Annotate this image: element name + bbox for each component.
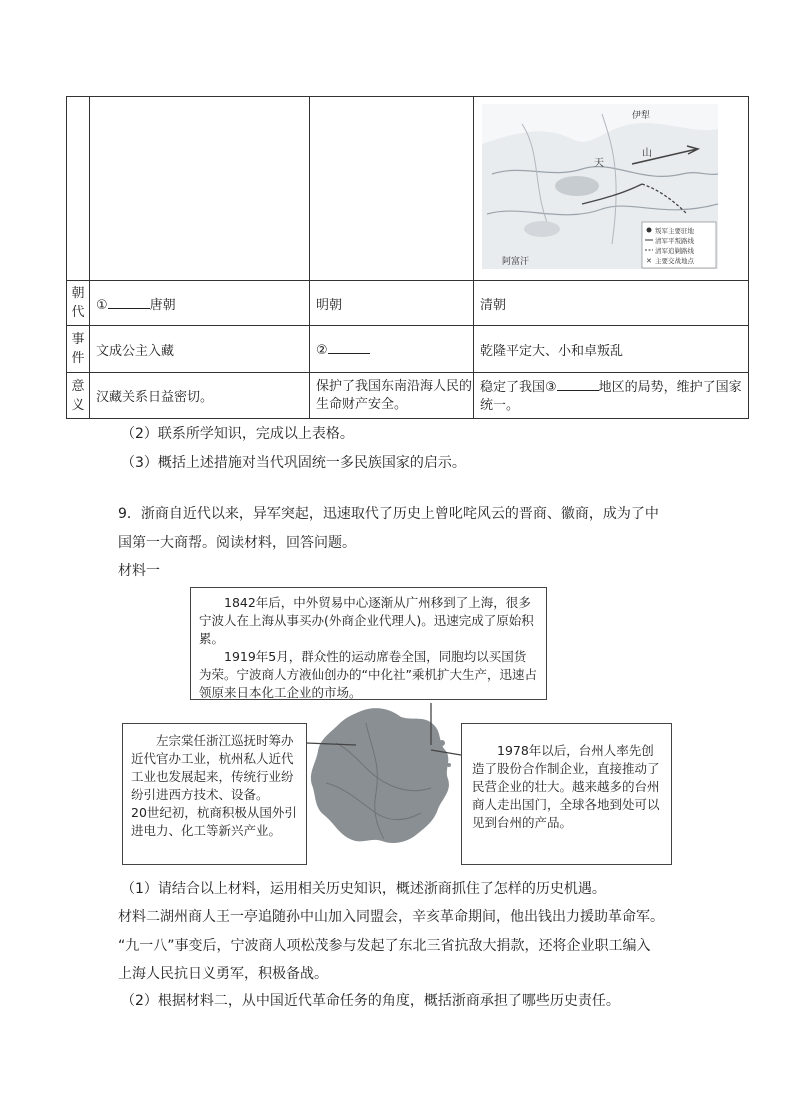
svg-text:阿富汗: 阿富汗 (502, 257, 530, 267)
q9-intro-line1: 9．浙商自近代以来，异军突起，迅速取代了历史上曾叱咤风云的晋商、徽商，成为了中 (118, 506, 659, 522)
svg-text:天: 天 (594, 158, 604, 169)
material1-box-top: 1842年后，中外贸易中心逐渐从广州移到了上海，很多宁波人在上海从事买办(外商企业代理人)。迅速完成了原始积累。 1919年5月，群众性的运动席卷全国，同胞均以买国货为荣。宁波商人方液仙创办的“中化社”乘机扩大生产，迅速占领原来日本化工企业的市场。 (190, 587, 547, 700)
q9-sub1: （1）请结合以上材料，运用相关历史知识，概述浙商抓住了怎样的历史机遇。 (121, 881, 606, 897)
table-row-significance: 意义 汉藏关系日益密切。 保护了我国东南沿海人民的生命财产安全。 稳定了我国③ 地区的局势，维护了国家统一。 (67, 373, 749, 419)
material2-line1: 材料二湖州商人王一亭追随孙中山加入同盟会，辛亥革命期间，他出钱出力援助革命军。 (118, 909, 664, 925)
answer-blank-3[interactable] (557, 377, 599, 391)
svg-text:清军平叛路线: 清军平叛路线 (655, 237, 694, 245)
material1-figure (118, 585, 673, 867)
q9-sub2: （2）根据材料二，从中国近代革命任务的角度，概括浙商承担了哪些历史责任。 (121, 993, 620, 1009)
table-row-event: 事件 文成公主入藏 ② 乾隆平定大、小和卓叛乱 (67, 326, 749, 373)
svg-text:主要交战地点: 主要交战地点 (655, 257, 694, 265)
svg-text:清军追剿路线: 清军追剿路线 (655, 247, 694, 255)
table-row-map (67, 97, 749, 281)
material2-line2: “九一八”事变后，宁波商人项松茂参与发起了东北三省抗敌大捐款，还将企业职工编入 (118, 938, 651, 954)
comparison-table (66, 96, 749, 419)
answer-blank-2[interactable] (328, 340, 370, 354)
svg-text:叛军主要驻地: 叛军主要驻地 (655, 227, 694, 235)
row-label-event: 事件 (67, 326, 90, 373)
svg-text:伊犁: 伊犁 (632, 111, 651, 121)
table-row-dynasty: 朝代 ① 唐朝 明朝 清朝 (67, 281, 749, 326)
material1-box-right: 1978年以后，台州人率先创造了股份合作制企业，直接推动了民营企业的壮大。越来越多的台州商人走出国门，全球各地到处可以见到台州的产品。 (461, 723, 672, 865)
q9-intro-line2: 国第一大商帮。阅读材料，回答问题。 (118, 535, 356, 551)
material1-box-left: 左宗棠任浙江巡抚时筹办近代官办工业，杭州私人近代工业也发展起来，传统行业纷纷引进西方技术、设备。 20世纪初，杭商积极从国外引进电力、化工等新兴产业。 (122, 723, 307, 865)
row-label-dynasty: 朝代 (67, 281, 90, 326)
q8-sub2: （2）联系所学知识，完成以上表格。 (121, 426, 354, 442)
material1-label: 材料一 (118, 563, 160, 579)
historical-map-qing-xinjiang-icon (482, 104, 718, 269)
material2-line3: 上海人民抗日义勇军，积极备战。 (118, 966, 328, 982)
row-label-significance: 意义 (67, 373, 90, 419)
svg-text:山: 山 (642, 148, 652, 159)
q8-sub3: （3）概括上述措施对当代巩固统一多民族国家的启示。 (121, 455, 466, 471)
svg-text:✕: ✕ (646, 257, 652, 265)
answer-blank-1[interactable] (108, 295, 150, 309)
